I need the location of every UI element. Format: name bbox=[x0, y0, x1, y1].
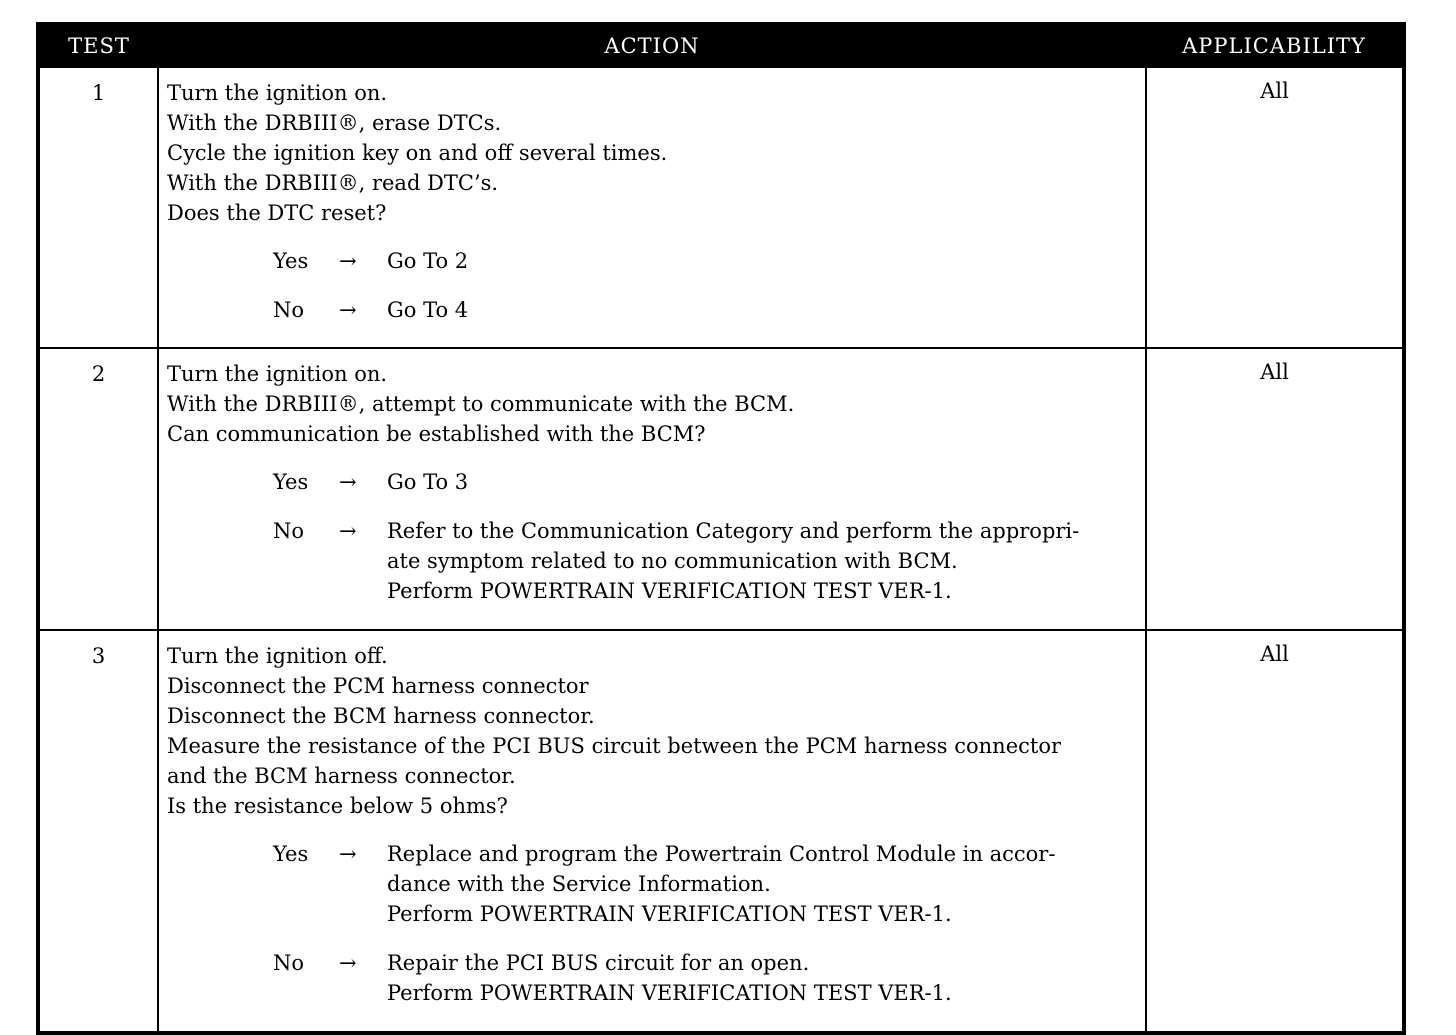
action-cell bbox=[158, 630, 1146, 1033]
no-result bbox=[387, 948, 1139, 1008]
step-line: Disconnect the PCM harness connector bbox=[167, 674, 589, 698]
applicability-cell: All bbox=[1146, 630, 1404, 1033]
arrow-icon: → bbox=[339, 951, 357, 975]
yes-branch bbox=[167, 467, 1139, 497]
no-branch bbox=[167, 516, 1139, 606]
header-row bbox=[38, 24, 1404, 67]
no-result bbox=[387, 295, 1139, 325]
result-line: Perform POWERTRAIN VERIFICATION TEST VER-1. bbox=[387, 902, 952, 926]
step-line: With the DRBIII®, erase DTCs. bbox=[167, 111, 502, 135]
no-result bbox=[387, 516, 1139, 606]
step-line: Turn the ignition off. bbox=[167, 644, 388, 668]
result-line: dance with the Service Information. bbox=[387, 872, 771, 896]
step-line: Is the resistance below 5 ohms? bbox=[167, 794, 508, 818]
step-line: With the DRBIII®, attempt to communicate with the BCM. bbox=[167, 392, 795, 416]
test-number: 1 bbox=[38, 67, 158, 348]
step-line: Cycle the ignition key on and off several times. bbox=[167, 141, 668, 165]
header-action: ACTION bbox=[158, 24, 1146, 67]
result-line: Refer to the Communication Category and perform the appropri- bbox=[387, 519, 1080, 543]
step-line: Disconnect the BCM harness connector. bbox=[167, 704, 595, 728]
step-line: Can communication be established with the BCM? bbox=[167, 422, 706, 446]
table-row bbox=[38, 630, 1404, 1033]
diagnostic-test-table bbox=[36, 22, 1406, 1035]
result-line: Go To 4 bbox=[387, 298, 469, 322]
result-line: Perform POWERTRAIN VERIFICATION TEST VER-1. bbox=[387, 579, 952, 603]
no-label: No bbox=[273, 951, 305, 975]
arrow-icon: → bbox=[339, 842, 357, 866]
result-line: Repair the PCI BUS circuit for an open. bbox=[387, 951, 810, 975]
test-number: 2 bbox=[38, 348, 158, 630]
applicability-cell: All bbox=[1146, 348, 1404, 630]
no-label: No bbox=[273, 298, 305, 322]
arrow-icon: → bbox=[339, 298, 357, 322]
result-line: Perform POWERTRAIN VERIFICATION TEST VER-1. bbox=[387, 981, 952, 1005]
no-label: No bbox=[273, 519, 305, 543]
result-line: Go To 2 bbox=[387, 249, 469, 273]
branch-list bbox=[167, 246, 1139, 325]
action-cell bbox=[158, 67, 1146, 348]
arrow-icon: → bbox=[339, 470, 357, 494]
applicability-cell: All bbox=[1146, 67, 1404, 348]
yes-result bbox=[387, 839, 1139, 929]
branch-list bbox=[167, 467, 1139, 606]
result-line: Replace and program the Powertrain Control Module in accor- bbox=[387, 842, 1056, 866]
arrow-icon: → bbox=[339, 249, 357, 273]
step-line: Does the DTC reset? bbox=[167, 201, 387, 225]
branch-list bbox=[167, 839, 1139, 1008]
diagnostic-page bbox=[36, 22, 1402, 1035]
yes-branch bbox=[167, 246, 1139, 276]
step-line: and the BCM harness connector. bbox=[167, 764, 516, 788]
yes-result bbox=[387, 246, 1139, 276]
header-test: TEST bbox=[38, 24, 158, 67]
result-line: Go To 3 bbox=[387, 470, 469, 494]
header-applicability: APPLICABILITY bbox=[1146, 24, 1404, 67]
arrow-icon: → bbox=[339, 519, 357, 543]
yes-branch bbox=[167, 839, 1139, 929]
yes-label: Yes bbox=[273, 249, 309, 273]
yes-result bbox=[387, 467, 1139, 497]
yes-label: Yes bbox=[273, 470, 309, 494]
no-branch bbox=[167, 295, 1139, 325]
action-cell bbox=[158, 348, 1146, 630]
result-line: ate symptom related to no communication with BCM. bbox=[387, 549, 958, 573]
step-line: Measure the resistance of the PCI BUS circuit between the PCM harness connector bbox=[167, 734, 1062, 758]
test-number: 3 bbox=[38, 630, 158, 1033]
step-line: Turn the ignition on. bbox=[167, 362, 388, 386]
no-branch bbox=[167, 948, 1139, 1008]
step-line: With the DRBIII®, read DTC’s. bbox=[167, 171, 499, 195]
table-row bbox=[38, 348, 1404, 630]
yes-label: Yes bbox=[273, 842, 309, 866]
table-row bbox=[38, 67, 1404, 348]
step-line: Turn the ignition on. bbox=[167, 81, 388, 105]
